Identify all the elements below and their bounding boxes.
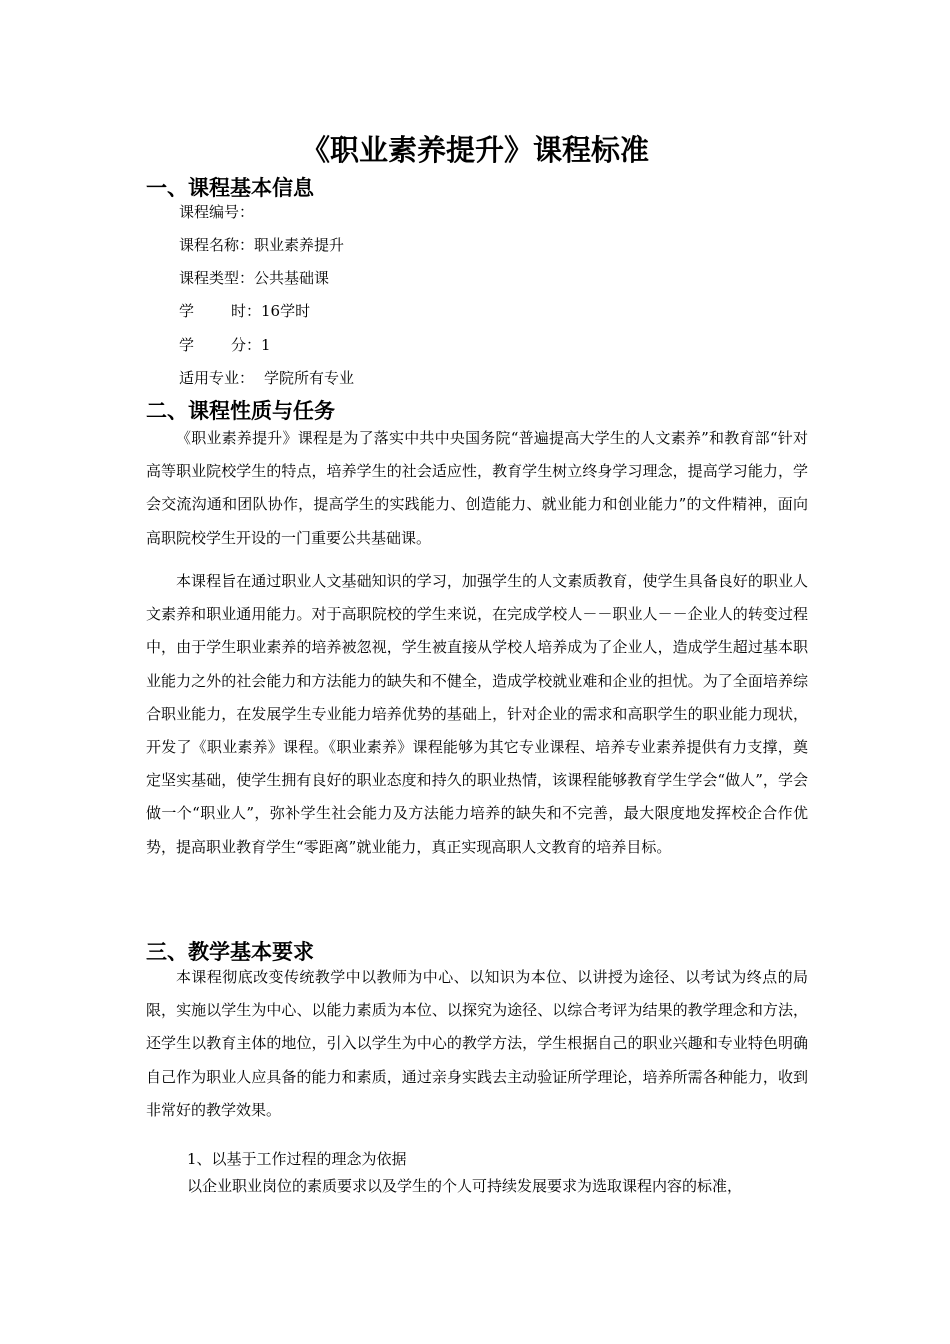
info-hours <box>179 300 310 322</box>
hours-label-a: 学 <box>179 302 195 320</box>
course-type-value: 公共基础课 <box>254 269 330 287</box>
course-name-label: 课程名称： <box>179 236 255 254</box>
course-code-label: 课程编号： <box>179 203 255 221</box>
section-2-paragraph-2: 本课程旨在通过职业人文基础知识的学习，加强学生的人文素质教育，使学生具备良好的职业人文素养和职业通用能力。对于高职院校的学生来说，在完成学校人－－职业人－－企业人的转变过程中，由于学生职业素养的培养被忽视，学生被直接从学校人培养成为了企业人，造成学生超过基本职业能力之外的社会能力和方法能力的缺失和不健全，造成学校就业难和企业的担忧。为了全面培养综合职业能力，在发展学生专业能力培养优势的基础上，针对企业的需求和高职学生的职业能力现状，开发了《职业素养》课程。《职业素养》课程能够为其它专业课程、培养专业素养提供有力支撑，奠定坚实基础，使学生拥有良好的职业态度和持久的职业热情，该课程能够教育学生学会“做人”，学会做一个“职业人”，弥补学生社会能力及方法能力培养的缺失和不完善，最大限度地发挥校企合作优势，提高职业教育学生“零距离”就业能力，真正实现高职人文教育的培养目标。 <box>146 572 808 856</box>
section-3-heading: 三、教学基本要求 <box>146 940 314 964</box>
document-title: 《职业素养提升》课程标准 <box>300 133 649 167</box>
info-course-type <box>179 267 329 289</box>
section-1-heading: 一、课程基本信息 <box>146 176 314 200</box>
info-course-name <box>179 234 344 256</box>
course-name-value: 职业素养提升 <box>254 236 345 254</box>
credits-label-a: 学 <box>179 336 195 354</box>
section-2-heading: 二、课程性质与任务 <box>146 399 335 423</box>
course-type-label: 课程类型： <box>179 269 255 287</box>
hours-value: 16学时 <box>261 302 311 320</box>
section-2-paragraph-1: 《职业素养提升》课程是为了落实中共中央国务院“普遍提高大学生的人文素养”和教育部“针对高等职业院校学生的特点，培养学生的社会适应性，教育学生树立终身学习理念，提高学习能力，学会交流沟通和团队协作，提高学生的实践能力、创造能力、就业能力和创业能力”的文件精神，面向高职院校学生开设的一门重要公共基础课。 <box>146 429 808 547</box>
credits-label-b: 分： <box>231 336 262 354</box>
info-major <box>179 367 354 389</box>
major-label: 适用专业： <box>179 369 255 387</box>
section-3-item-1-heading: 1、以基于工作过程的理念为依据 <box>187 1150 407 1168</box>
hours-label-b: 时： <box>231 302 262 320</box>
section-3-item-1-text: 以企业职业岗位的素质要求以及学生的个人可持续发展要求为选取课程内容的标准， <box>187 1177 743 1195</box>
info-course-code <box>179 201 254 223</box>
major-value: 学院所有专业 <box>264 369 355 387</box>
section-3-paragraph-1: 本课程彻底改变传统教学中以教师为中心、以知识为本位、以讲授为途径、以考试为终点的局限，实施以学生为中心、以能力素质为本位、以探究为途径、以综合考评为结果的教学理念和方法，还学生以教育主体的地位，引入以学生为中心的教学方法，学生根据自己的职业兴趣和专业特色明确自己作为职业人应具备的能力和素质，通过亲身实践去主动验证所学理论，培养所需各种能力，收到非常好的教学效果。 <box>146 968 808 1119</box>
info-credits <box>179 334 271 356</box>
credits-value: 1 <box>261 336 271 354</box>
